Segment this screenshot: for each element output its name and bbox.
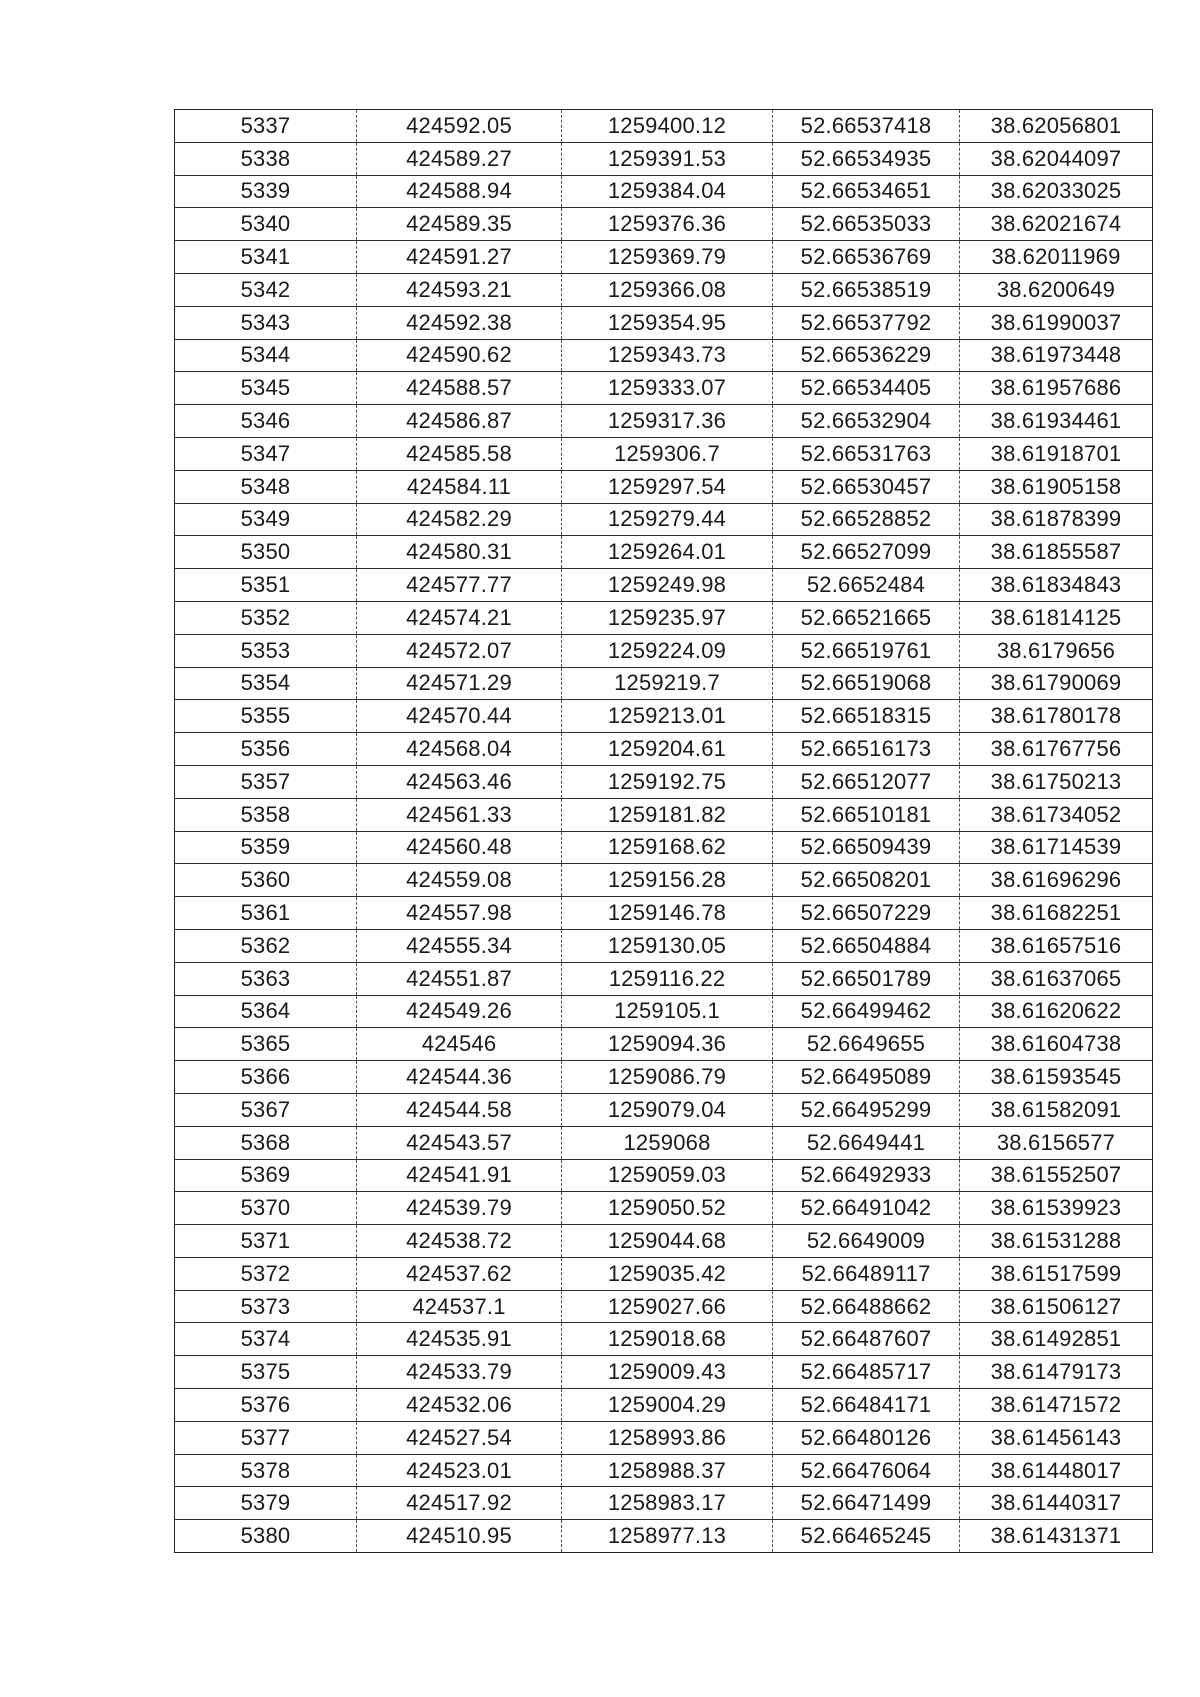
latitude-cell: 52.66521665 [773, 601, 960, 634]
y-coordinate-cell: 1259213.01 [562, 700, 773, 733]
table-row [175, 339, 1153, 372]
latitude-cell: 52.66495089 [773, 1061, 960, 1094]
x-coordinate-cell: 424551.87 [357, 962, 562, 995]
latitude-cell: 52.6652484 [773, 569, 960, 602]
x-coordinate-cell: 424510.95 [357, 1520, 562, 1553]
table-row [175, 897, 1153, 930]
x-coordinate-cell: 424588.94 [357, 175, 562, 208]
table-row [175, 241, 1153, 274]
longitude-cell: 38.61918701 [960, 437, 1153, 470]
x-coordinate-cell: 424589.35 [357, 208, 562, 241]
longitude-cell: 38.61790069 [960, 667, 1153, 700]
latitude-cell: 52.66537792 [773, 306, 960, 339]
x-coordinate-cell: 424585.58 [357, 437, 562, 470]
latitude-cell: 52.66499462 [773, 995, 960, 1028]
latitude-cell: 52.66527099 [773, 536, 960, 569]
latitude-cell: 52.66507229 [773, 897, 960, 930]
latitude-cell: 52.66534651 [773, 175, 960, 208]
y-coordinate-cell: 1259354.95 [562, 306, 773, 339]
point-number-cell: 5344 [175, 339, 357, 372]
point-number-cell: 5356 [175, 733, 357, 766]
table-row [175, 1454, 1153, 1487]
table-row [175, 831, 1153, 864]
table-row [175, 1061, 1153, 1094]
x-coordinate-cell: 424541.91 [357, 1159, 562, 1192]
table-row [175, 1126, 1153, 1159]
x-coordinate-cell: 424588.57 [357, 372, 562, 405]
table-body [175, 110, 1153, 1553]
y-coordinate-cell: 1259366.08 [562, 273, 773, 306]
latitude-cell: 52.66528852 [773, 503, 960, 536]
x-coordinate-cell: 424590.62 [357, 339, 562, 372]
x-coordinate-cell: 424532.06 [357, 1389, 562, 1422]
table-row [175, 1520, 1153, 1553]
point-number-cell: 5379 [175, 1487, 357, 1520]
longitude-cell: 38.61471572 [960, 1389, 1153, 1422]
y-coordinate-cell: 1259333.07 [562, 372, 773, 405]
longitude-cell: 38.61492851 [960, 1323, 1153, 1356]
y-coordinate-cell: 1259035.42 [562, 1257, 773, 1290]
longitude-cell: 38.61517599 [960, 1257, 1153, 1290]
x-coordinate-cell: 424584.11 [357, 470, 562, 503]
y-coordinate-cell: 1258988.37 [562, 1454, 773, 1487]
point-number-cell: 5352 [175, 601, 357, 634]
x-coordinate-cell: 424546 [357, 1028, 562, 1061]
point-number-cell: 5345 [175, 372, 357, 405]
longitude-cell: 38.61637065 [960, 962, 1153, 995]
y-coordinate-cell: 1259306.7 [562, 437, 773, 470]
table-row [175, 405, 1153, 438]
point-number-cell: 5371 [175, 1225, 357, 1258]
longitude-cell: 38.61934461 [960, 405, 1153, 438]
latitude-cell: 52.66534405 [773, 372, 960, 405]
longitude-cell: 38.61506127 [960, 1290, 1153, 1323]
point-number-cell: 5360 [175, 864, 357, 897]
latitude-cell: 52.6649009 [773, 1225, 960, 1258]
y-coordinate-cell: 1259105.1 [562, 995, 773, 1028]
point-number-cell: 5359 [175, 831, 357, 864]
table-row [175, 733, 1153, 766]
x-coordinate-cell: 424561.33 [357, 798, 562, 831]
longitude-cell: 38.6200649 [960, 273, 1153, 306]
table-row [175, 765, 1153, 798]
x-coordinate-cell: 424574.21 [357, 601, 562, 634]
point-number-cell: 5366 [175, 1061, 357, 1094]
x-coordinate-cell: 424570.44 [357, 700, 562, 733]
table-row [175, 929, 1153, 962]
table-row [175, 1028, 1153, 1061]
latitude-cell: 52.66487607 [773, 1323, 960, 1356]
point-number-cell: 5337 [175, 110, 357, 143]
longitude-cell: 38.61620622 [960, 995, 1153, 1028]
point-number-cell: 5354 [175, 667, 357, 700]
longitude-cell: 38.62044097 [960, 142, 1153, 175]
longitude-cell: 38.61479173 [960, 1356, 1153, 1389]
latitude-cell: 52.66536769 [773, 241, 960, 274]
point-number-cell: 5339 [175, 175, 357, 208]
y-coordinate-cell: 1259192.75 [562, 765, 773, 798]
point-number-cell: 5380 [175, 1520, 357, 1553]
longitude-cell: 38.61714539 [960, 831, 1153, 864]
x-coordinate-cell: 424580.31 [357, 536, 562, 569]
y-coordinate-cell: 1259249.98 [562, 569, 773, 602]
longitude-cell: 38.6156577 [960, 1126, 1153, 1159]
point-number-cell: 5342 [175, 273, 357, 306]
longitude-cell: 38.61582091 [960, 1093, 1153, 1126]
table-row [175, 1093, 1153, 1126]
longitude-cell: 38.61657516 [960, 929, 1153, 962]
table-row [175, 1389, 1153, 1422]
latitude-cell: 52.66519068 [773, 667, 960, 700]
latitude-cell: 52.66495299 [773, 1093, 960, 1126]
longitude-cell: 38.61990037 [960, 306, 1153, 339]
latitude-cell: 52.66492933 [773, 1159, 960, 1192]
x-coordinate-cell: 424572.07 [357, 634, 562, 667]
point-number-cell: 5351 [175, 569, 357, 602]
table-row [175, 798, 1153, 831]
y-coordinate-cell: 1259018.68 [562, 1323, 773, 1356]
x-coordinate-cell: 424539.79 [357, 1192, 562, 1225]
x-coordinate-cell: 424523.01 [357, 1454, 562, 1487]
table-row [175, 372, 1153, 405]
longitude-cell: 38.61448017 [960, 1454, 1153, 1487]
point-number-cell: 5362 [175, 929, 357, 962]
longitude-cell: 38.61604738 [960, 1028, 1153, 1061]
table-row [175, 1257, 1153, 1290]
table-row [175, 1421, 1153, 1454]
table-row [175, 208, 1153, 241]
y-coordinate-cell: 1258993.86 [562, 1421, 773, 1454]
point-number-cell: 5368 [175, 1126, 357, 1159]
y-coordinate-cell: 1259376.36 [562, 208, 773, 241]
y-coordinate-cell: 1259181.82 [562, 798, 773, 831]
x-coordinate-cell: 424592.05 [357, 110, 562, 143]
y-coordinate-cell: 1259168.62 [562, 831, 773, 864]
table-row [175, 536, 1153, 569]
point-number-cell: 5378 [175, 1454, 357, 1487]
x-coordinate-cell: 424593.21 [357, 273, 562, 306]
x-coordinate-cell: 424582.29 [357, 503, 562, 536]
table-row [175, 601, 1153, 634]
table-row [175, 437, 1153, 470]
longitude-cell: 38.61431371 [960, 1520, 1153, 1553]
latitude-cell: 52.66512077 [773, 765, 960, 798]
point-number-cell: 5375 [175, 1356, 357, 1389]
table-row [175, 569, 1153, 602]
point-number-cell: 5343 [175, 306, 357, 339]
longitude-cell: 38.61440317 [960, 1487, 1153, 1520]
latitude-cell: 52.66476064 [773, 1454, 960, 1487]
table-row [175, 995, 1153, 1028]
point-number-cell: 5369 [175, 1159, 357, 1192]
point-number-cell: 5349 [175, 503, 357, 536]
y-coordinate-cell: 1259224.09 [562, 634, 773, 667]
latitude-cell: 52.66491042 [773, 1192, 960, 1225]
x-coordinate-cell: 424544.58 [357, 1093, 562, 1126]
y-coordinate-cell: 1259079.04 [562, 1093, 773, 1126]
x-coordinate-cell: 424571.29 [357, 667, 562, 700]
x-coordinate-cell: 424543.57 [357, 1126, 562, 1159]
table-row [175, 634, 1153, 667]
table-row [175, 110, 1153, 143]
table-row [175, 1225, 1153, 1258]
longitude-cell: 38.6179656 [960, 634, 1153, 667]
table-row [175, 1290, 1153, 1323]
x-coordinate-cell: 424591.27 [357, 241, 562, 274]
longitude-cell: 38.61734052 [960, 798, 1153, 831]
longitude-cell: 38.61696296 [960, 864, 1153, 897]
longitude-cell: 38.62011969 [960, 241, 1153, 274]
x-coordinate-cell: 424560.48 [357, 831, 562, 864]
x-coordinate-cell: 424537.62 [357, 1257, 562, 1290]
y-coordinate-cell: 1259369.79 [562, 241, 773, 274]
latitude-cell: 52.66519761 [773, 634, 960, 667]
point-number-cell: 5377 [175, 1421, 357, 1454]
point-number-cell: 5341 [175, 241, 357, 274]
latitude-cell: 52.66501789 [773, 962, 960, 995]
longitude-cell: 38.61957686 [960, 372, 1153, 405]
y-coordinate-cell: 1258983.17 [562, 1487, 773, 1520]
longitude-cell: 38.61682251 [960, 897, 1153, 930]
x-coordinate-cell: 424568.04 [357, 733, 562, 766]
x-coordinate-cell: 424538.72 [357, 1225, 562, 1258]
x-coordinate-cell: 424563.46 [357, 765, 562, 798]
point-number-cell: 5347 [175, 437, 357, 470]
table-row [175, 667, 1153, 700]
x-coordinate-cell: 424577.77 [357, 569, 562, 602]
point-number-cell: 5358 [175, 798, 357, 831]
y-coordinate-cell: 1259400.12 [562, 110, 773, 143]
latitude-cell: 52.66518315 [773, 700, 960, 733]
latitude-cell: 52.66531763 [773, 437, 960, 470]
y-coordinate-cell: 1259317.36 [562, 405, 773, 438]
point-number-cell: 5370 [175, 1192, 357, 1225]
y-coordinate-cell: 1259130.05 [562, 929, 773, 962]
x-coordinate-cell: 424527.54 [357, 1421, 562, 1454]
y-coordinate-cell: 1259156.28 [562, 864, 773, 897]
table-row [175, 1356, 1153, 1389]
y-coordinate-cell: 1259264.01 [562, 536, 773, 569]
point-number-cell: 5374 [175, 1323, 357, 1356]
x-coordinate-cell: 424555.34 [357, 929, 562, 962]
latitude-cell: 52.66535033 [773, 208, 960, 241]
point-number-cell: 5348 [175, 470, 357, 503]
point-number-cell: 5376 [175, 1389, 357, 1422]
x-coordinate-cell: 424544.36 [357, 1061, 562, 1094]
longitude-cell: 38.61780178 [960, 700, 1153, 733]
longitude-cell: 38.61767756 [960, 733, 1153, 766]
latitude-cell: 52.6649655 [773, 1028, 960, 1061]
y-coordinate-cell: 1259219.7 [562, 667, 773, 700]
point-number-cell: 5355 [175, 700, 357, 733]
latitude-cell: 52.6649441 [773, 1126, 960, 1159]
table-row [175, 503, 1153, 536]
longitude-cell: 38.61905158 [960, 470, 1153, 503]
latitude-cell: 52.66504884 [773, 929, 960, 962]
x-coordinate-cell: 424517.92 [357, 1487, 562, 1520]
latitude-cell: 52.66465245 [773, 1520, 960, 1553]
x-coordinate-cell: 424586.87 [357, 405, 562, 438]
point-number-cell: 5350 [175, 536, 357, 569]
y-coordinate-cell: 1259050.52 [562, 1192, 773, 1225]
y-coordinate-cell: 1259044.68 [562, 1225, 773, 1258]
y-coordinate-cell: 1259086.79 [562, 1061, 773, 1094]
x-coordinate-cell: 424537.1 [357, 1290, 562, 1323]
latitude-cell: 52.66532904 [773, 405, 960, 438]
latitude-cell: 52.66485717 [773, 1356, 960, 1389]
latitude-cell: 52.66489117 [773, 1257, 960, 1290]
table-row [175, 306, 1153, 339]
point-number-cell: 5373 [175, 1290, 357, 1323]
point-number-cell: 5372 [175, 1257, 357, 1290]
table-row [175, 1192, 1153, 1225]
latitude-cell: 52.66538519 [773, 273, 960, 306]
longitude-cell: 38.61552507 [960, 1159, 1153, 1192]
latitude-cell: 52.66471499 [773, 1487, 960, 1520]
y-coordinate-cell: 1259094.36 [562, 1028, 773, 1061]
y-coordinate-cell: 1259235.97 [562, 601, 773, 634]
latitude-cell: 52.66508201 [773, 864, 960, 897]
y-coordinate-cell: 1259027.66 [562, 1290, 773, 1323]
table-row [175, 1159, 1153, 1192]
latitude-cell: 52.66509439 [773, 831, 960, 864]
y-coordinate-cell: 1259004.29 [562, 1389, 773, 1422]
longitude-cell: 38.62033025 [960, 175, 1153, 208]
latitude-cell: 52.66534935 [773, 142, 960, 175]
table-row [175, 1487, 1153, 1520]
longitude-cell: 38.61539923 [960, 1192, 1153, 1225]
y-coordinate-cell: 1258977.13 [562, 1520, 773, 1553]
table-row [175, 700, 1153, 733]
y-coordinate-cell: 1259009.43 [562, 1356, 773, 1389]
longitude-cell: 38.61855587 [960, 536, 1153, 569]
table-row [175, 1323, 1153, 1356]
point-number-cell: 5365 [175, 1028, 357, 1061]
point-number-cell: 5364 [175, 995, 357, 1028]
x-coordinate-cell: 424559.08 [357, 864, 562, 897]
longitude-cell: 38.61834843 [960, 569, 1153, 602]
longitude-cell: 38.61878399 [960, 503, 1153, 536]
table-row [175, 962, 1153, 995]
x-coordinate-cell: 424557.98 [357, 897, 562, 930]
latitude-cell: 52.66536229 [773, 339, 960, 372]
table-row [175, 142, 1153, 175]
point-number-cell: 5367 [175, 1093, 357, 1126]
latitude-cell: 52.66480126 [773, 1421, 960, 1454]
y-coordinate-cell: 1259204.61 [562, 733, 773, 766]
y-coordinate-cell: 1259068 [562, 1126, 773, 1159]
x-coordinate-cell: 424533.79 [357, 1356, 562, 1389]
longitude-cell: 38.61750213 [960, 765, 1153, 798]
y-coordinate-cell: 1259343.73 [562, 339, 773, 372]
x-coordinate-cell: 424549.26 [357, 995, 562, 1028]
y-coordinate-cell: 1259146.78 [562, 897, 773, 930]
longitude-cell: 38.62056801 [960, 110, 1153, 143]
point-number-cell: 5361 [175, 897, 357, 930]
point-number-cell: 5363 [175, 962, 357, 995]
point-number-cell: 5338 [175, 142, 357, 175]
longitude-cell: 38.61593545 [960, 1061, 1153, 1094]
longitude-cell: 38.61531288 [960, 1225, 1153, 1258]
table-row [175, 175, 1153, 208]
y-coordinate-cell: 1259384.04 [562, 175, 773, 208]
y-coordinate-cell: 1259391.53 [562, 142, 773, 175]
longitude-cell: 38.61973448 [960, 339, 1153, 372]
point-number-cell: 5357 [175, 765, 357, 798]
x-coordinate-cell: 424592.38 [357, 306, 562, 339]
latitude-cell: 52.66488662 [773, 1290, 960, 1323]
point-number-cell: 5340 [175, 208, 357, 241]
table-row [175, 273, 1153, 306]
y-coordinate-cell: 1259116.22 [562, 962, 773, 995]
x-coordinate-cell: 424589.27 [357, 142, 562, 175]
y-coordinate-cell: 1259059.03 [562, 1159, 773, 1192]
table-row [175, 470, 1153, 503]
latitude-cell: 52.66510181 [773, 798, 960, 831]
latitude-cell: 52.66484171 [773, 1389, 960, 1422]
x-coordinate-cell: 424535.91 [357, 1323, 562, 1356]
point-number-cell: 5353 [175, 634, 357, 667]
point-number-cell: 5346 [175, 405, 357, 438]
longitude-cell: 38.62021674 [960, 208, 1153, 241]
latitude-cell: 52.66530457 [773, 470, 960, 503]
y-coordinate-cell: 1259279.44 [562, 503, 773, 536]
coordinate-table [174, 109, 1153, 1553]
y-coordinate-cell: 1259297.54 [562, 470, 773, 503]
table-row [175, 864, 1153, 897]
latitude-cell: 52.66537418 [773, 110, 960, 143]
longitude-cell: 38.61456143 [960, 1421, 1153, 1454]
longitude-cell: 38.61814125 [960, 601, 1153, 634]
latitude-cell: 52.66516173 [773, 733, 960, 766]
